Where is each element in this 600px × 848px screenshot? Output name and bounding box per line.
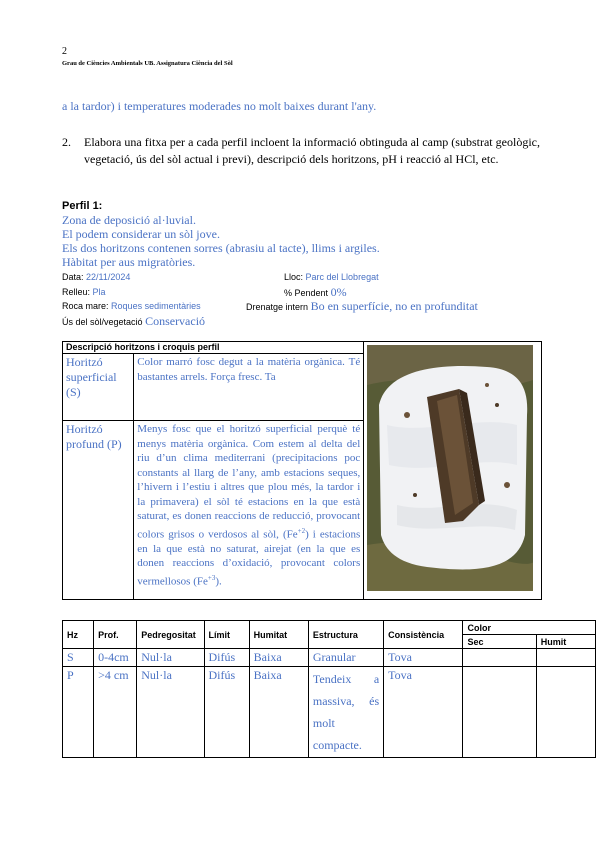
- col-header: Humitat: [249, 621, 308, 649]
- description-text: ) i estacions en la que està no saturat, airejat (en la que es donen reaccions d’oxidació, provocant colors vermellosos (Fe: [137, 528, 361, 588]
- cell-pedregositat: Nul·la: [137, 667, 204, 758]
- cell-sec: [463, 667, 536, 758]
- field-label: Roca mare:: [62, 301, 109, 311]
- field-value: Roques sedimentàries: [111, 301, 201, 311]
- cell-consistencia: Tova: [384, 667, 463, 758]
- col-header-sec: Sec: [463, 635, 536, 649]
- table-header: Descripció horitzons i croquis perfil: [63, 342, 364, 354]
- field-value: Pla: [92, 287, 106, 297]
- field-pendent: [284, 285, 347, 300]
- field-us-sol: [62, 314, 205, 329]
- field-label: Ús del sòl/vegetació: [62, 317, 143, 327]
- table-row: [63, 649, 596, 667]
- cell-humit: [536, 649, 595, 667]
- page-number: 2: [62, 46, 67, 57]
- cell-estructura: Granular: [308, 649, 383, 667]
- field-label: % Pendent: [284, 288, 329, 298]
- horizon-name-p: Horitzó profund (P): [63, 421, 134, 600]
- field-lloc: [284, 272, 379, 282]
- note-line: Els dos horitzons contenen sorres (abrasiu al tacte), llims i argiles.: [62, 241, 380, 255]
- note-line: Hàbitat per aus migratòries.: [62, 255, 196, 269]
- continuation-text: a la tardor) i temperatures moderades no molt baixes durant l'any.: [62, 99, 377, 113]
- horizon-description-table: [62, 341, 542, 600]
- horizon-name-s: Horitzó superficial (S): [63, 354, 134, 421]
- cell-pedregositat: Nul·la: [137, 649, 204, 667]
- cell-limit: Difús: [204, 667, 249, 758]
- exercise-item-2: [62, 134, 540, 168]
- superscript: +3: [207, 573, 216, 582]
- cell-limit: Difús: [204, 649, 249, 667]
- field-value: Bo en superfície, no en profunditat: [310, 299, 478, 313]
- note-line: Zona de deposició al·luvial.: [62, 213, 196, 227]
- cell-sec: [463, 649, 536, 667]
- table-row: [63, 667, 596, 758]
- horizon-description-p: [134, 421, 364, 600]
- col-header-humit: Humit: [536, 635, 595, 649]
- cell-estructura: Tendeix a massiva, és molt compacte.: [308, 667, 383, 758]
- cell-hz: P: [63, 667, 94, 758]
- horizon-description-s: Color marró fosc degut a la matèria orgànica. Té bastantes arrels. Força fresc. Ta: [134, 354, 364, 421]
- description-text: ).: [215, 575, 222, 588]
- field-value: 0%: [330, 285, 347, 299]
- cell-prof: >4 cm: [94, 667, 137, 758]
- cell-prof: 0-4cm: [94, 649, 137, 667]
- perfil-title: Perfil 1:: [62, 200, 103, 212]
- cell-consistencia: Tova: [384, 649, 463, 667]
- field-label: Data:: [62, 272, 84, 282]
- field-roca: [62, 301, 201, 311]
- field-drenatge: [246, 299, 478, 314]
- col-header: Pedregositat: [137, 621, 204, 649]
- field-relleu: [62, 287, 106, 297]
- item-number: 2.: [62, 135, 71, 149]
- horizons-table: [62, 620, 596, 758]
- description-text: Menys fosc que el horitzó superficial perquè té menys matèria orgànica. Com estem al delta del riu d’un clima mediterrani (precipitacions poc constants al llarg de l’any, amb estacions seques, l’hivern i l’estiu i altres que plou més, la tardor i la primavera) el sòl té estacions en la que està saturat, es donen reaccions de reducció, provocant colors grisos o verdosos al sòl, (Fe: [137, 423, 361, 541]
- item-text: Elabora una fitxa per a cada perfil incloent la informació obtinguda al camp (substrat geològic, vegetació, ús del sòl actual i previ), descripció dels horitzons, pH i reacció al HCl, etc.: [84, 135, 540, 166]
- field-label: Drenatge intern: [246, 302, 309, 312]
- col-header: Límit: [204, 621, 249, 649]
- note-line: El podem considerar un sòl jove.: [62, 227, 220, 241]
- field-label: Lloc:: [284, 272, 304, 282]
- perfil-notes: [62, 213, 380, 269]
- col-header-color: Color: [463, 621, 596, 635]
- cell-humit: [536, 667, 595, 758]
- col-header: Prof.: [94, 621, 137, 649]
- field-value: 22/11/2024: [86, 272, 131, 282]
- cell-hz: S: [63, 649, 94, 667]
- running-header: Grau de Ciències Ambientals UB. Assignatura Ciència del Sòl: [62, 60, 233, 67]
- superscript: +2: [297, 526, 306, 535]
- cell-humitat: Baixa: [249, 667, 308, 758]
- col-header: Consistència: [384, 621, 463, 649]
- col-header: Hz: [63, 621, 94, 649]
- cell-humitat: Baixa: [249, 649, 308, 667]
- profile-photo: [367, 345, 533, 591]
- col-header: Estructura: [308, 621, 383, 649]
- field-data: [62, 272, 130, 282]
- field-label: Relleu:: [62, 287, 91, 297]
- field-value: Parc del Llobregat: [305, 272, 379, 282]
- profile-photo-cell: [364, 342, 542, 600]
- field-value: Conservació: [145, 314, 206, 328]
